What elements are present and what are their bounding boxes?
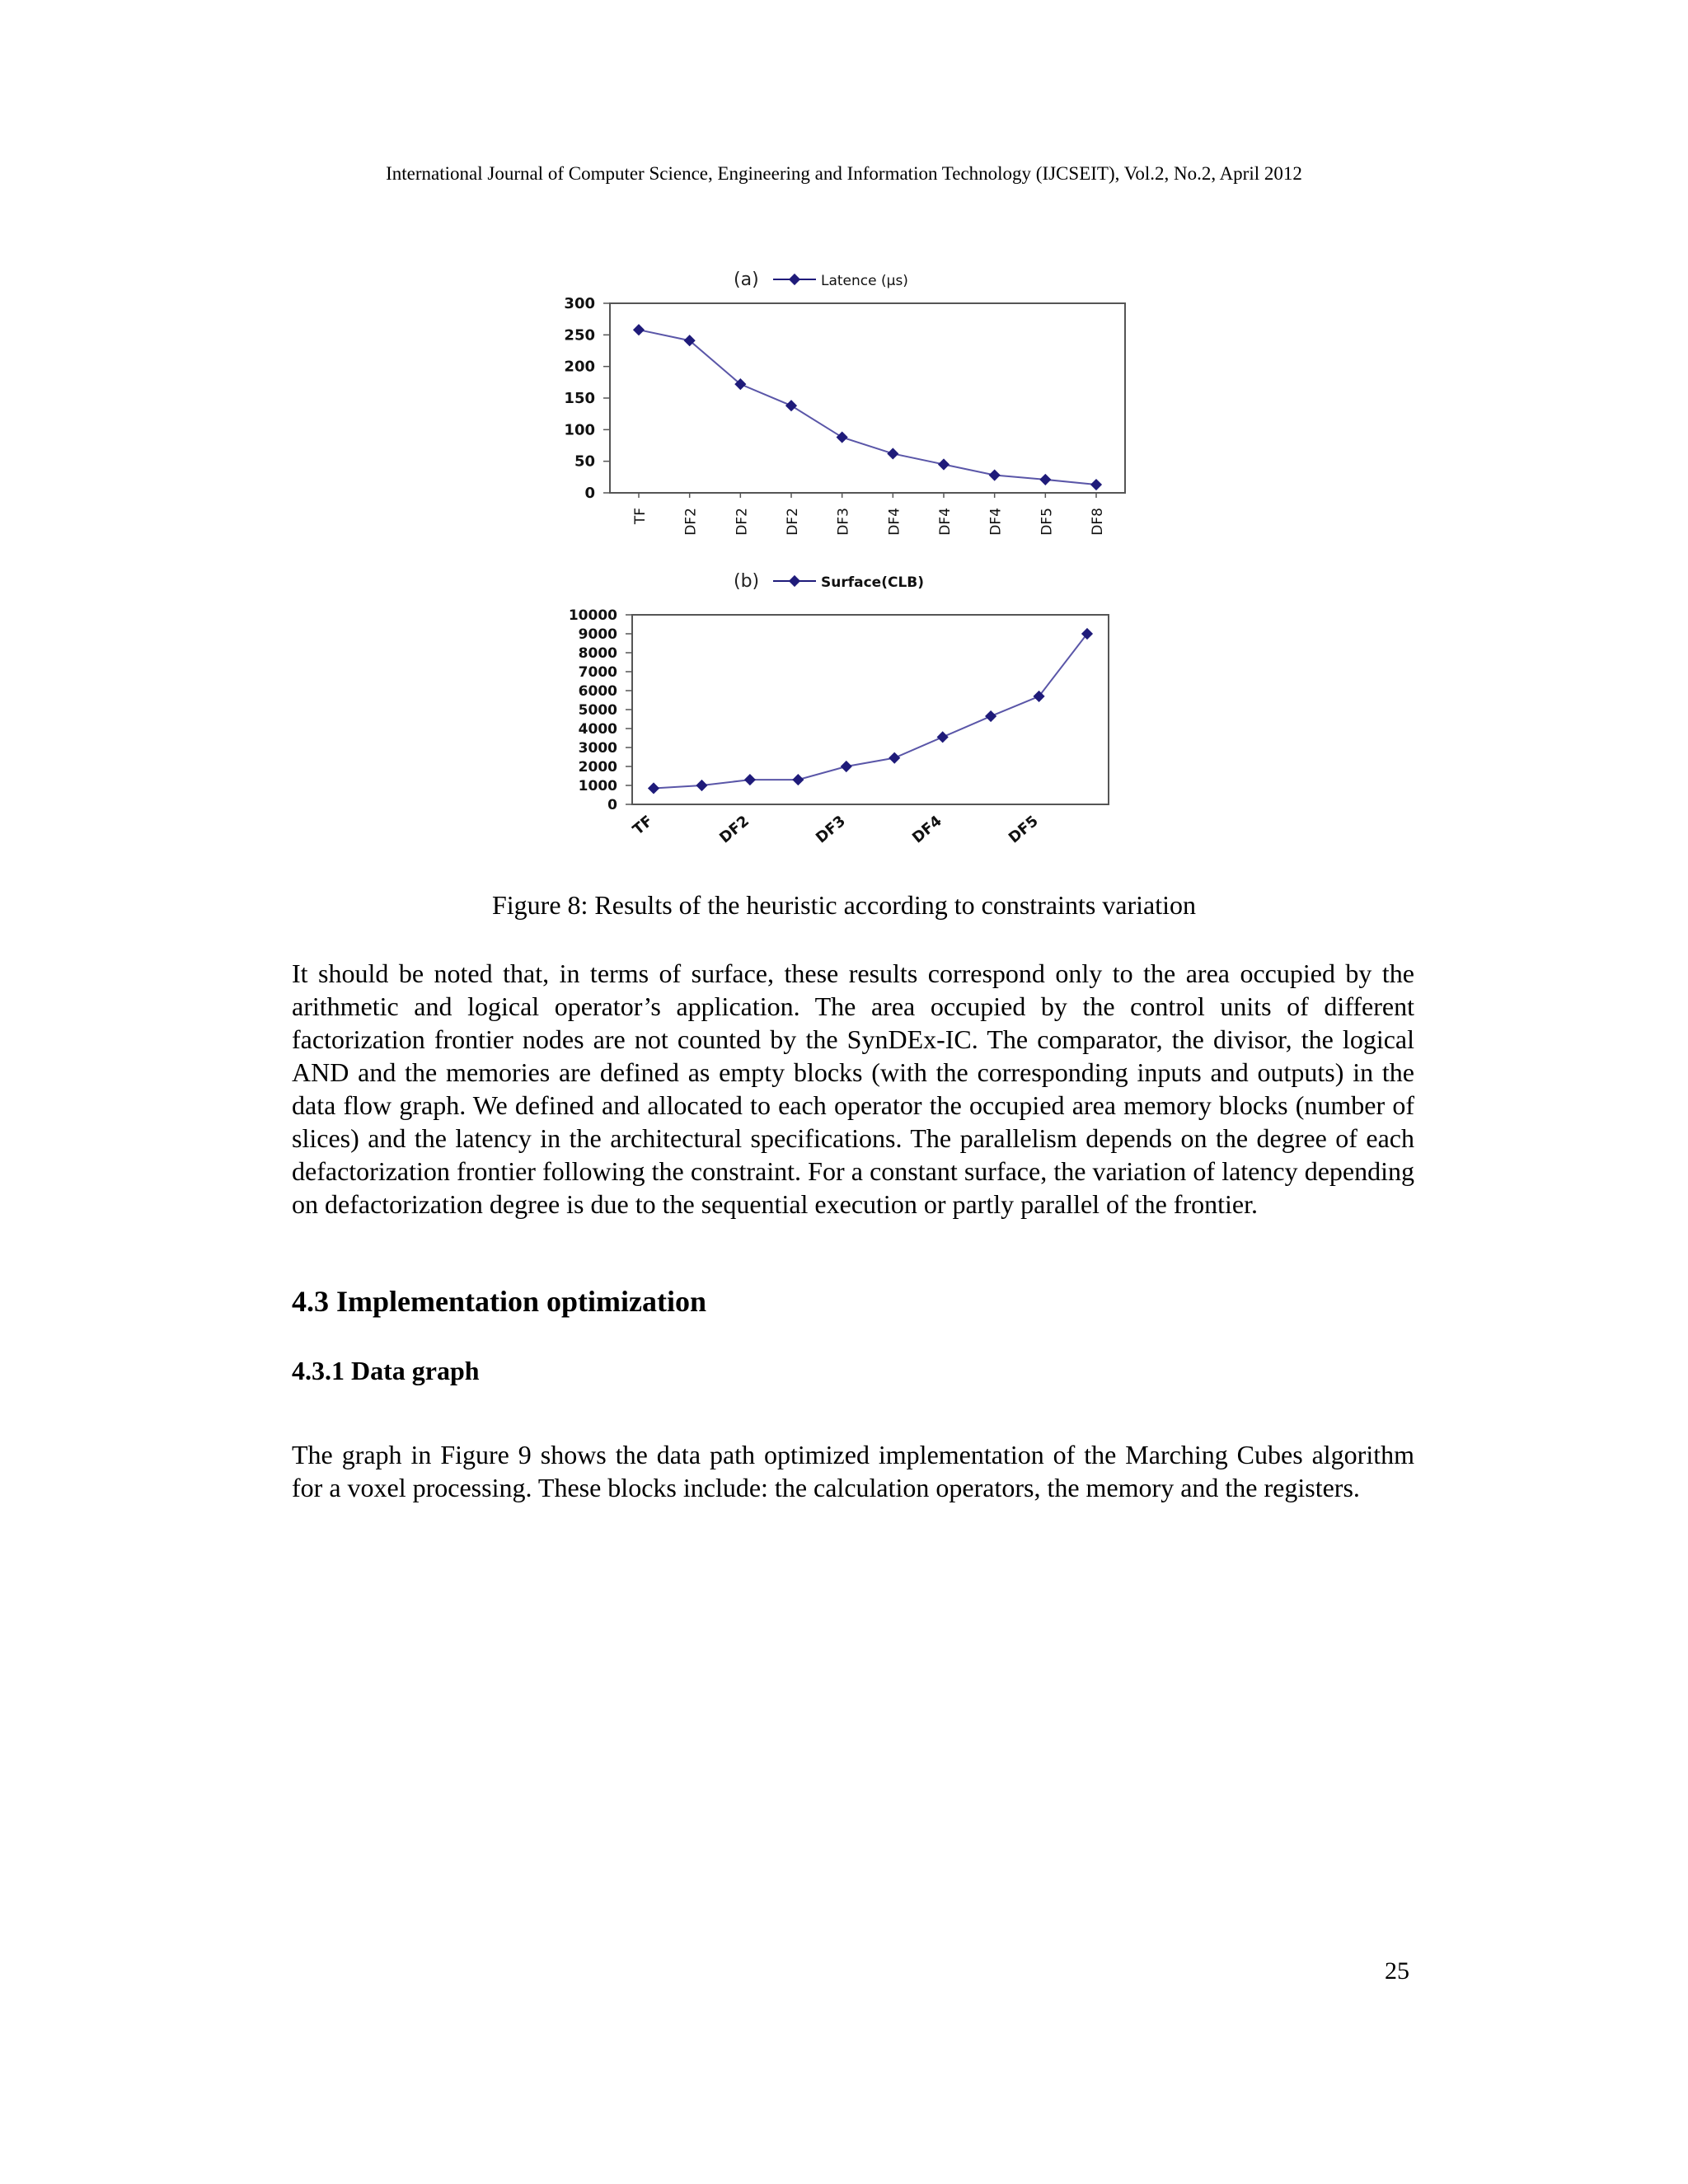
chart-b-y-tick-label: 5000 <box>578 702 617 719</box>
chart-a-y-tick-label: 50 <box>574 452 595 471</box>
chart-b-legend-label: Surface(CLB) <box>821 574 925 591</box>
chart-b-data-point <box>744 774 756 785</box>
chart-b-y-tick-label: 2000 <box>578 759 617 776</box>
chart-a-svg <box>528 254 1154 534</box>
chart-a-y-tick-label: 0 <box>584 485 595 502</box>
figure-caption: Figure 8: Results of the heuristic according to constraints variation <box>491 890 1197 920</box>
chart-a-legend-label: Latence (µs) <box>821 273 908 289</box>
chart-a-plot-frame <box>610 303 1125 493</box>
chart-b-y-tick-label: 1000 <box>578 778 617 794</box>
chart-a-y-tick-label: 150 <box>564 390 595 407</box>
chart-b-svg <box>528 560 1154 874</box>
chart-b-surface <box>528 560 1154 874</box>
chart-b-y-tick-label: 10000 <box>568 607 617 624</box>
chart-a-y-tick-label: 100 <box>564 421 595 439</box>
chart-a-x-tick-label: DF2 <box>785 508 801 536</box>
chart-b-data-point <box>648 782 659 794</box>
chart-a-x-tick-label: DF4 <box>886 508 903 536</box>
chart-b-y-tick-label: 6000 <box>578 683 617 700</box>
chart-a-x-tick-label: DF8 <box>1090 508 1106 536</box>
chart-a-x-tick-label: DF2 <box>682 508 700 536</box>
page-number: 25 <box>1385 1957 1409 1985</box>
chart-b-y-tick-label: 7000 <box>578 664 617 681</box>
chart-b-y-tick-label: 8000 <box>578 645 617 662</box>
chart-a-data-point <box>989 469 1001 480</box>
chart-b-x-tick-label: TF <box>629 812 657 839</box>
chart-b-y-tick-label: 4000 <box>578 721 617 738</box>
chart-a-data-point <box>887 448 898 459</box>
chart-b-data-point <box>792 774 804 785</box>
chart-b-data-point <box>985 710 996 722</box>
section-heading: 4.3 Implementation optimization <box>292 1285 706 1318</box>
chart-a-x-tick-label: DF2 <box>734 508 751 536</box>
chart-a-x-tick-label: TF <box>632 508 649 525</box>
chart-b-y-tick-label: 3000 <box>578 740 617 757</box>
chart-a-y-tick-label: 250 <box>564 326 595 344</box>
chart-a-data-point <box>938 458 950 470</box>
chart-a-data-point <box>837 431 848 443</box>
chart-a-x-tick-label: DF4 <box>937 508 954 536</box>
chart-b-x-tick-label: DF3 <box>813 812 849 847</box>
body-paragraph-1: It should be noted that, in terms of surface, these results correspond only to the area occupied by the arithmetic and logical operator’s application. The area occupied by the control units of different factorization frontier nodes are not counted by the SynDEx-IC. The comparator, the divisor, the logical AND and the memories are defined as empty blocks (with the corresponding inputs and outputs) in the data flow graph. We defined and allocated to each operator the occupied area memory blocks (number of slices) and the latency in the architectural specifications. The parallelism depends on the degree of each defactorization frontier following the constraint. For a constant surface, the variation of latency depending on defactorization degree is due to the sequential execution or partly parallel of the frontier. <box>292 958 1414 1219</box>
chart-a-x-tick-label: DF5 <box>1039 508 1056 536</box>
chart-a-y-tick-label: 300 <box>564 295 595 312</box>
chart-a-x-tick-label: DF4 <box>987 508 1005 536</box>
chart-a-latency <box>528 254 1154 534</box>
journal-header: International Journal of Computer Science, Engineering and Information Technology (IJCSEIT), Vol.2, No.2, April 2012 <box>386 163 1302 184</box>
chart-b-panel-label: (b) <box>734 571 760 592</box>
chart-b-x-tick-label: DF5 <box>1005 812 1042 847</box>
chart-b-data-point <box>696 780 707 791</box>
chart-a-series-line <box>639 330 1096 485</box>
chart-b-data-point <box>841 761 852 772</box>
chart-b-y-tick-label: 0 <box>607 797 617 813</box>
chart-a-y-tick-label: 200 <box>564 358 595 376</box>
chart-b-data-point <box>889 752 900 764</box>
chart-b-y-tick-label: 9000 <box>578 626 617 643</box>
chart-b-plot-frame <box>632 615 1109 804</box>
chart-b-x-tick-label: DF4 <box>908 812 945 847</box>
chart-a-legend-marker <box>789 274 800 285</box>
chart-b-series-line <box>654 634 1087 788</box>
chart-b-x-tick-label: DF2 <box>716 812 753 847</box>
chart-a-x-tick-label: DF3 <box>835 508 852 536</box>
chart-a-data-point <box>1090 479 1102 490</box>
subsection-heading: 4.3.1 Data graph <box>292 1356 480 1385</box>
chart-b-data-point <box>937 731 949 743</box>
chart-a-data-point <box>1039 474 1051 485</box>
chart-b-legend-marker <box>789 575 800 587</box>
chart-a-data-point <box>785 400 797 411</box>
chart-a-data-point <box>633 324 645 335</box>
chart-a-panel-label: (a) <box>734 269 759 290</box>
body-paragraph-2: The graph in Figure 9 shows the data path optimized implementation of the Marching Cubes algorithm for a voxel processing. These blocks include: the calculation operators, the memory and the registers. <box>292 1440 1414 1502</box>
